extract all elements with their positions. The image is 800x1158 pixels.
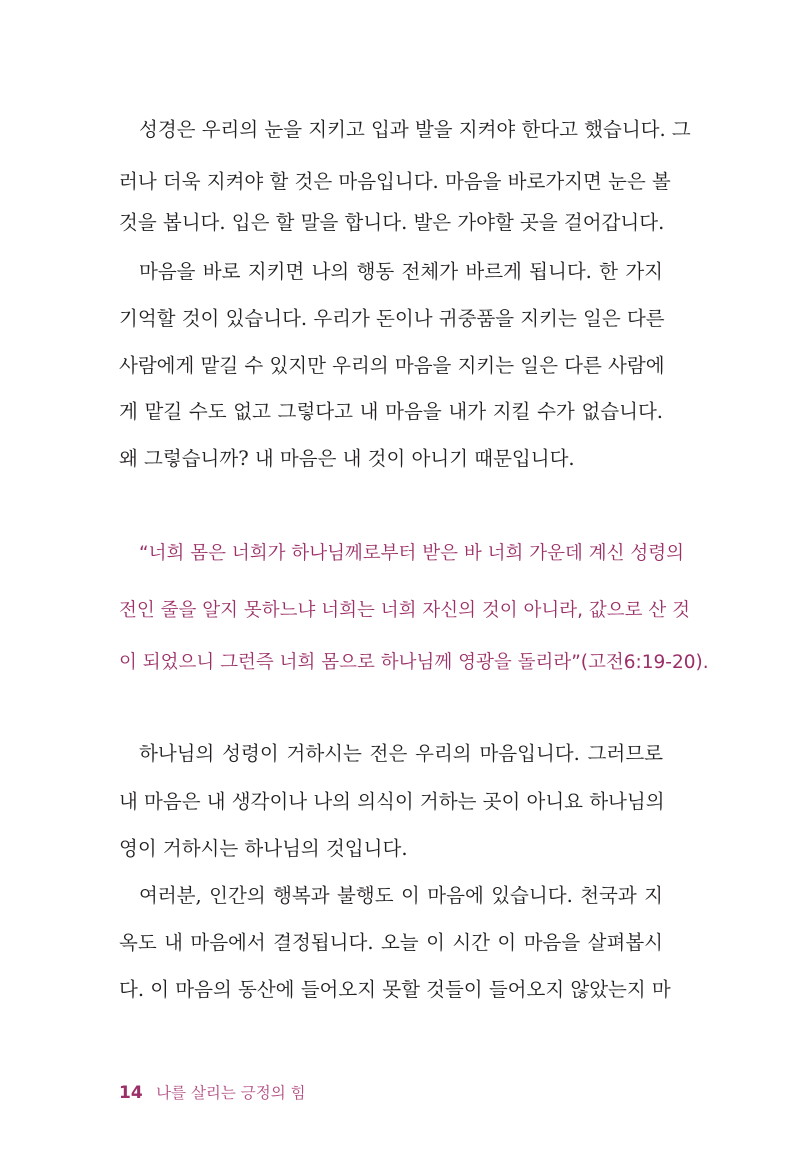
paragraph-1-line-2: 러나 더욱 지켜야 할 것은 마음입니다. 마음을 바로가지면 눈은 볼 <box>119 170 671 193</box>
page-number: 14 <box>119 1083 143 1103</box>
paragraph-4-line-3: 다. 이 마음의 동산에 들어오지 못할 것들이 들어오지 않았는지 마 <box>119 978 671 1001</box>
paragraph-1-line-3: 것을 봅니다. 입은 할 말을 합니다. 발은 가야할 곳을 걸어갑니다. <box>119 211 665 234</box>
paragraph-3-line-3: 영이 거하시는 하나님의 것입니다. <box>119 837 408 860</box>
quote-line-1: “너희 몸은 너희가 하나님께로부터 받은 바 너희 가운데 계신 성령의 <box>139 543 685 564</box>
page-footer <box>119 1081 306 1105</box>
running-title: 나를 살리는 긍정의 힘 <box>156 1084 306 1102</box>
paragraph-1-line-1: 성경은 우리의 눈을 지키고 입과 발을 지켜야 한다고 했습니다. 그 <box>139 118 691 141</box>
quote-line-2: 전인 줄을 알지 못하느냐 너희는 너희 자신의 것이 아니라, 값으로 산 것 <box>119 600 690 621</box>
paragraph-3-line-2: 내 마음은 내 생각이나 나의 의식이 거하는 곳이 아니요 하나님의 <box>119 790 665 813</box>
quote-line-3: 이 되었으니 그런즉 너희 몸으로 하나님께 영광을 돌리라”(고전6:19-20). <box>119 652 709 673</box>
paragraph-2-line-2: 기억할 것이 있습니다. 우리가 돈이나 귀중품을 지키는 일은 다른 <box>119 307 665 330</box>
paragraph-2-line-4: 게 맡길 수도 없고 그렇다고 내 마음을 내가 지킬 수가 없습니다. <box>119 400 663 423</box>
paragraph-2-line-3: 사람에게 맡길 수 있지만 우리의 마음을 지키는 일은 다른 사람에 <box>119 354 665 377</box>
paragraph-2-line-5: 왜 그렇습니까? 내 마음은 내 것이 아니기 때문입니다. <box>119 447 575 470</box>
paragraph-4-line-1: 여러분, 인간의 행복과 불행도 이 마음에 있습니다. 천국과 지 <box>139 884 663 907</box>
paragraph-2-line-1: 마음을 바로 지키면 나의 행동 전체가 바르게 됩니다. 한 가지 <box>139 260 663 283</box>
paragraph-4-line-2: 옥도 내 마음에서 결정됩니다. 오늘 이 시간 이 마음을 살펴봅시 <box>119 931 663 954</box>
paragraph-3-line-1: 하나님의 성령이 거하시는 전은 우리의 마음입니다. 그러므로 <box>139 742 663 765</box>
